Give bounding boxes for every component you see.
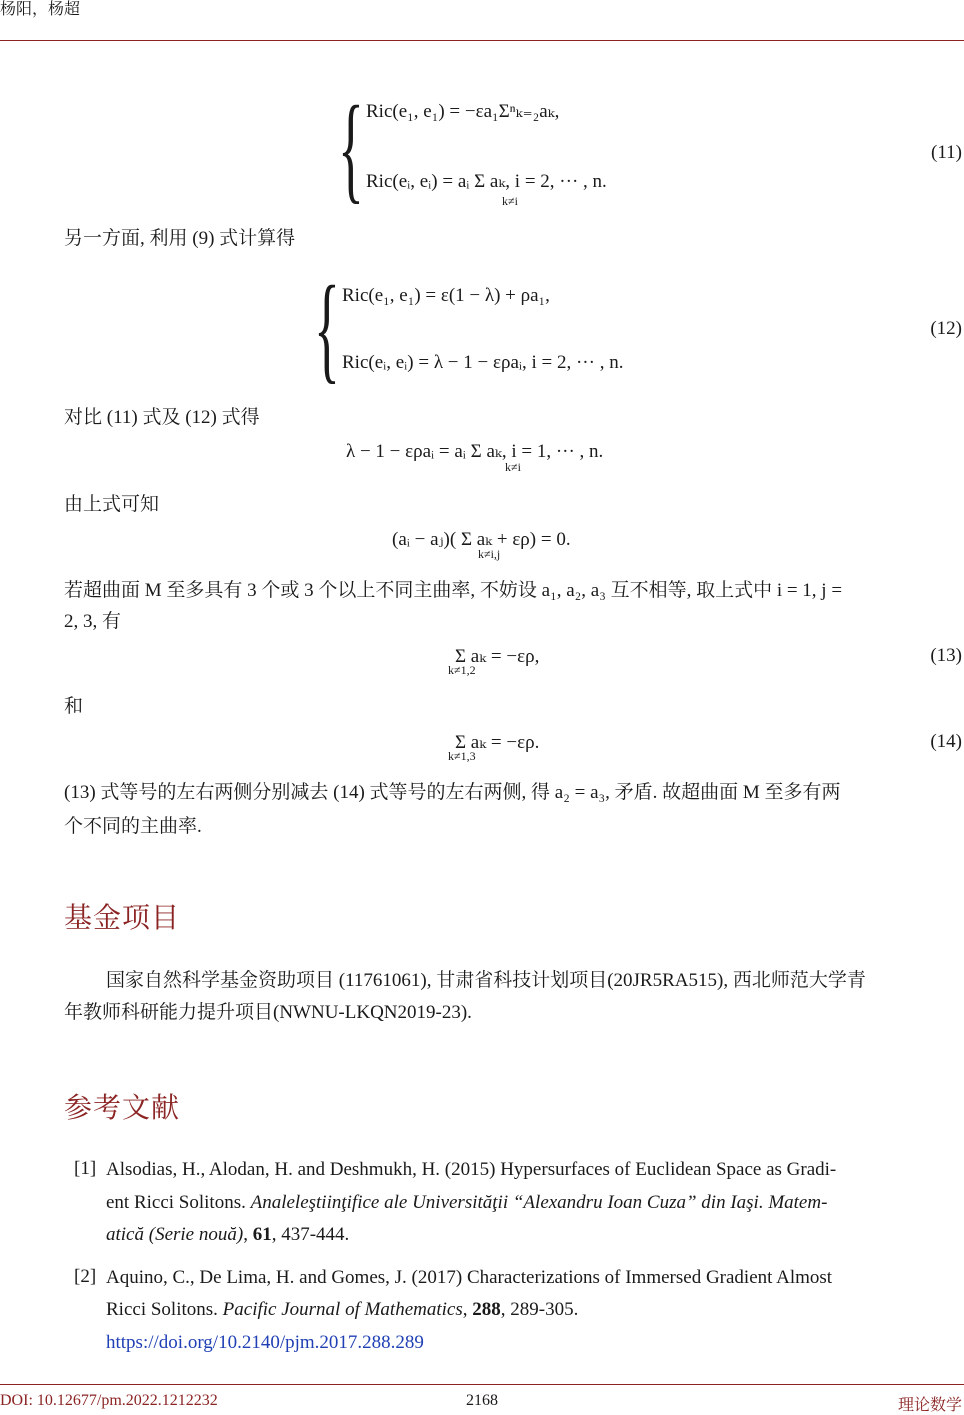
reference-1-volume: 61: [252, 1224, 272, 1245]
eq11-line2-limit: k≠i: [502, 194, 518, 208]
eq11-line1: Ric(e₁, e₁) = −εa₁Σⁿₖ₌₂aₖ,: [366, 101, 560, 122]
footer-journal: 理论数学: [897, 1397, 962, 1414]
reference-2-line2: Ricci Solitons. Pacific Journal of Mathematics, 288, 289-305.: [106, 1299, 579, 1320]
eq14-number: (14): [930, 731, 962, 752]
eq13-limit: k≠1,2: [448, 663, 476, 677]
footer-doi: DOI: 10.12677/pm.2022.1212232: [0, 1392, 218, 1409]
paragraph-p1: 另一方面, 利用 (9) 式计算得: [64, 228, 296, 249]
reference-1-number: [1]: [74, 1158, 97, 1179]
reference-1-line2-plain: ent Ricci Solitons.: [106, 1192, 251, 1213]
reference-1-line3: atică (Serie nouă), 61, 437-444.: [106, 1224, 350, 1245]
reference-1-line2: [106, 1188, 827, 1218]
eq12-brace: {: [314, 261, 340, 394]
reference-2-line1: Aquino, C., De Lima, H. and Gomes, J. (2017) Characterizations of Immersed Gradient Almost: [106, 1267, 833, 1288]
reference-2-doi-link[interactable]: https://doi.org/10.2140/pjm.2017.288.289: [106, 1332, 424, 1353]
funding-line1: 国家自然科学基金资助项目 (11761061), 甘肃省科技计划项目(20JR5RA515), 西北师范大学青: [106, 970, 866, 991]
reference-2-pages: , 289-305.: [500, 1299, 579, 1320]
reference-2-journal: Pacific Journal of Mathematics: [222, 1299, 463, 1320]
eq12-line2: Ric(eᵢ, eᵢ) = λ − 1 − ερaᵢ, i = 2, ··· , n.: [342, 352, 624, 373]
eq12-line1: Ric(e₁, e₁) = ε(1 − λ) + ρa₁,: [342, 285, 550, 306]
paragraph-p6-line1: (13) 式等号的左右两侧分别减去 (14) 式等号的左右两侧, 得 a₂ = a₃, 矛盾. 故超曲面 M 至多有两: [64, 782, 841, 803]
reference-1-journal: Analeleştiinţifice ale Universităţii “Alexandru Ioan Cuza” din Iaşi. Matem-: [250, 1192, 828, 1213]
paragraph-p3: 由上式可知: [64, 494, 160, 515]
funding-heading: 基金项目: [64, 901, 181, 934]
footer-rule: [0, 1384, 964, 1385]
paragraph-p5: 和: [64, 696, 84, 717]
paragraph-p4-line2: 2, 3, 有: [64, 611, 122, 632]
eq12-number: (12): [930, 318, 962, 339]
eq11-line2: Ric(eᵢ, eᵢ) = aᵢ Σ aₖ, i = 2, ··· , n.: [366, 171, 607, 192]
paragraph-p2: 对比 (11) 式及 (12) 式得: [64, 407, 260, 428]
eq13-number: (13): [930, 645, 962, 666]
references-heading: 参考文献: [64, 1091, 181, 1124]
eq13: Σ aₖ = −ερ,: [455, 646, 540, 667]
footer-page-number: 2168: [466, 1392, 498, 1409]
eq14: Σ aₖ = −ερ.: [455, 732, 540, 753]
reference-1-line1: Alsodias, H., Alodan, H. and Deshmukh, H. (2015) Hypersurfaces of Euclidean Space as Gradi-: [106, 1159, 837, 1180]
reference-2-number: [2]: [74, 1266, 97, 1287]
running-header: 杨阳，杨超: [0, 1, 81, 18]
header-rule: [0, 40, 964, 41]
reference-1-pages: , 437-444.: [271, 1224, 350, 1245]
eq14-limit: k≠1,3: [448, 749, 476, 763]
equation-compare-limit: k≠i: [505, 460, 521, 474]
eq11-brace: {: [338, 81, 364, 214]
reference-1-journal-cont: atică (Serie nouă): [106, 1224, 244, 1245]
paragraph-p4-line1: 若超曲面 M 至多具有 3 个或 3 个以上不同主曲率, 不妨设 a₁, a₂, a₃ 互不相等, 取上式中 i = 1, j =: [64, 580, 843, 601]
equation-difference: (aᵢ − aⱼ)( Σ aₖ + ερ) = 0.: [392, 529, 571, 550]
reference-2-volume: 288: [472, 1299, 501, 1320]
eq11-number: (11): [931, 142, 962, 163]
paragraph-p6-line2: 个不同的主曲率.: [64, 816, 202, 837]
equation-compare: λ − 1 − ερaᵢ = aᵢ Σ aₖ, i = 1, ··· , n.: [346, 441, 604, 462]
funding-line2: 年教师科研能力提升项目(NWNU-LKQN2019-23).: [64, 1002, 472, 1023]
equation-difference-limit: k≠i,j: [478, 547, 501, 561]
